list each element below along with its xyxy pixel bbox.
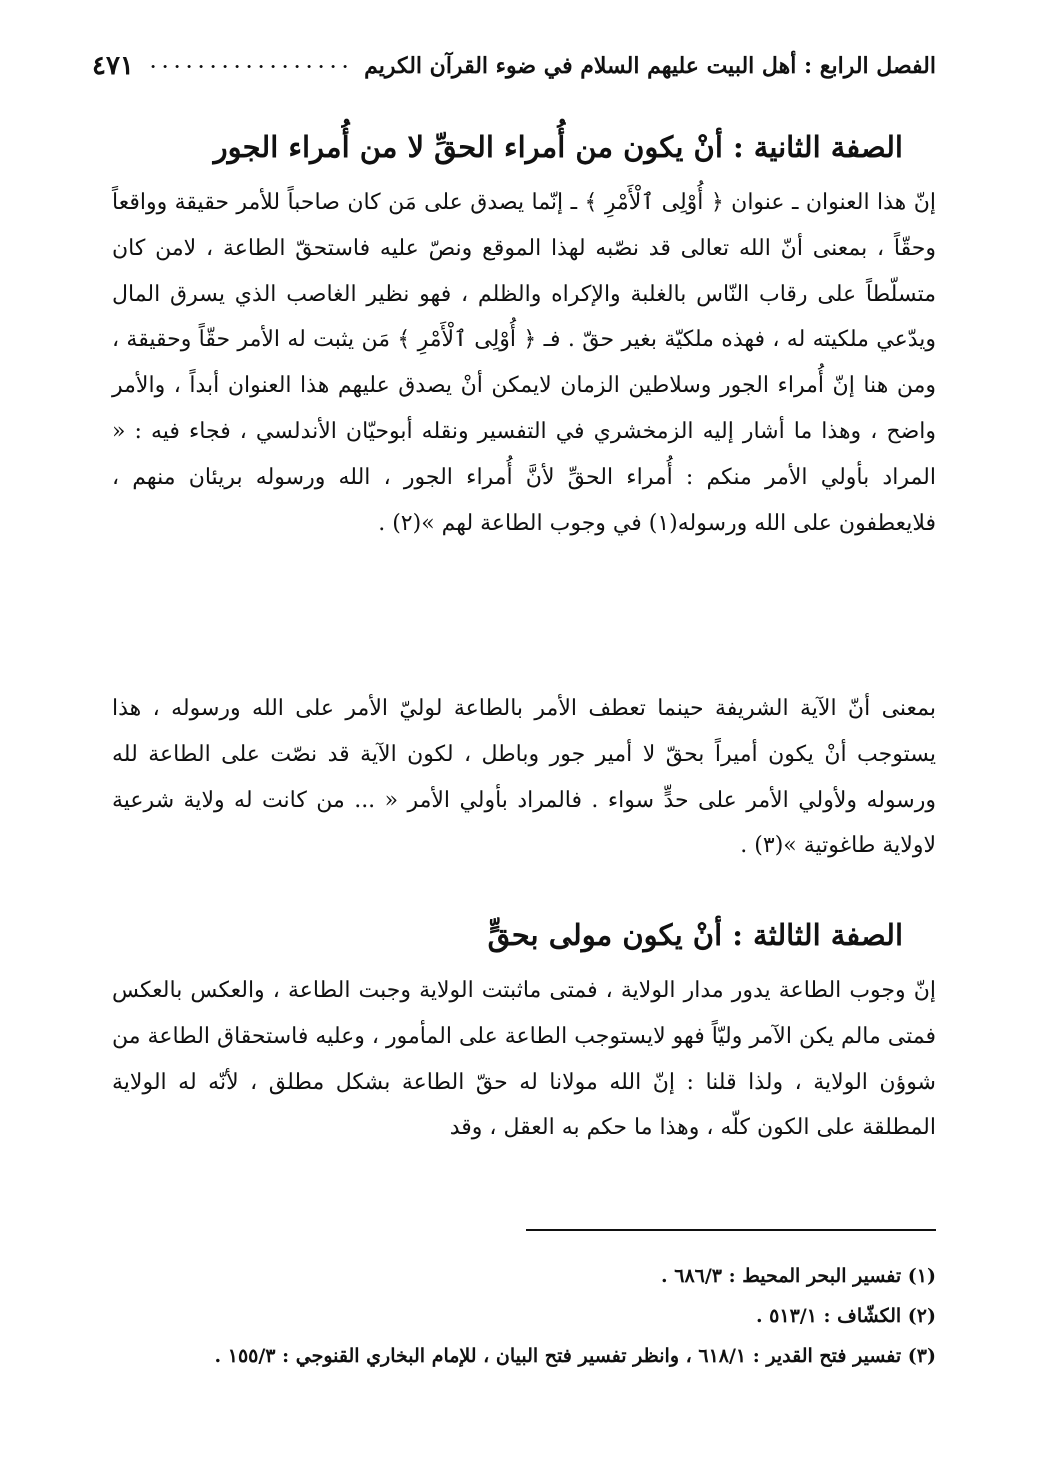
footnote-2: (٢) الكشّاف : ٥١٣/١ .: [755, 1305, 936, 1327]
paragraph-3: إنّ وجوب الطاعة يدور مدار الولاية ، فمتى ماثبتت الولاية وجبت الطاعة ، والعكس بالعكس فمتى مالم يكن الآمر وليّاً فهو لايستوجب الطاعة على المأمور ، وعليه فاستحقاق الطاعة من شوؤن الولاية ، ولذا قلنا : إنّ الله مولانا له حقّ الطاعة بشكل مطلق ، لأنّه له الولاية المطلقة على الكون كلّه ، وهذا ما حكم به العقل ، وقد: [112, 978, 936, 1141]
footnote-1: (١) تفسير البحر المحيط : ٦٨٦/٣ .: [661, 1265, 936, 1287]
paragraph-1: إنّ هذا العنوان ـ عنوان ﴿ أُوْلِى ٱلْأَمْرِ ﴾ ـ إنّما يصدق على مَن كان صاحباً للأمر حقيقة وواقعاً وحقّاً ، بمعنى أنّ الله تعالى قد نصّبه لهذا الموقع ونصّ عليه فاستحقّ الطاعة ، لامن كان متسلّطاً على رقاب النّاس بالغلبة والإكراه والظلم ، فهو نظير الغاصب الذي يسرق المال ويدّعي ملكيته له ، فهذه ملكيّة بغير حقّ . فـ ﴿ أُوْلِى ٱلْأَمْرِ ﴾ مَن يثبت له الأمر حقّاً وحقيقة ، ومن هنا إنّ أُمراء الجور وسلاطين الزمان لايمكن أنْ يصدق عليهم هذا العنوان أبداً ، والأمر واضح ، وهذا ما أشار إليه الزمخشري في التفسير ونقله أبوحيّان الأندلسي ، فجاء فيه : « المراد بأولي الأمر منكم : أُمراء الحقِّ لأنَّ أُمراء الجور ، الله ورسوله بريئان منهم ، فلايعطفون على الله ورسوله(١) في وجوب الطاعة لهم »(٢) .: [112, 190, 936, 536]
section-heading-third-attribute: الصفة الثالثة : أنْ يكون مولى بحقٍّ: [487, 918, 903, 952]
leader-dots: [146, 65, 352, 68]
running-head: [92, 46, 936, 86]
page-number: ٤٧١: [92, 51, 134, 81]
running-head-title: الفصل الرابع : أهل البيت عليهم السلام في ضوء القرآن الكريم: [364, 53, 936, 79]
footnote-separator: [526, 1229, 936, 1231]
footnotes-list: [100, 1256, 936, 1376]
section-heading-second-attribute: الصفة الثانية : أنْ يكون من أُمراء الحقِّ لا من أُمراء الجور: [213, 130, 903, 164]
paragraph-2: بمعنى أنّ الآية الشريفة حينما تعطف الأمر بالطاعة لوليّ الأمر على الله ورسوله ، هذا يستوجب أنْ يكون أميراً بحقّ لا أمير جور وباطل ، لكون الآية قد نصّت على الطاعة لله ورسوله ولأولي الأمر على حدٍّ سواء . فالمراد بأولي الأمر « ... من كانت له ولاية شرعية لاولاية طاغوتية »(٣) .: [112, 696, 936, 859]
footnote-3: (٣) تفسير فتح القدير : ٦١٨/١ ، وانظر تفسير فتح البيان ، للإمام البخاري القنوجي : ١٥٥/٣ .: [214, 1345, 936, 1367]
